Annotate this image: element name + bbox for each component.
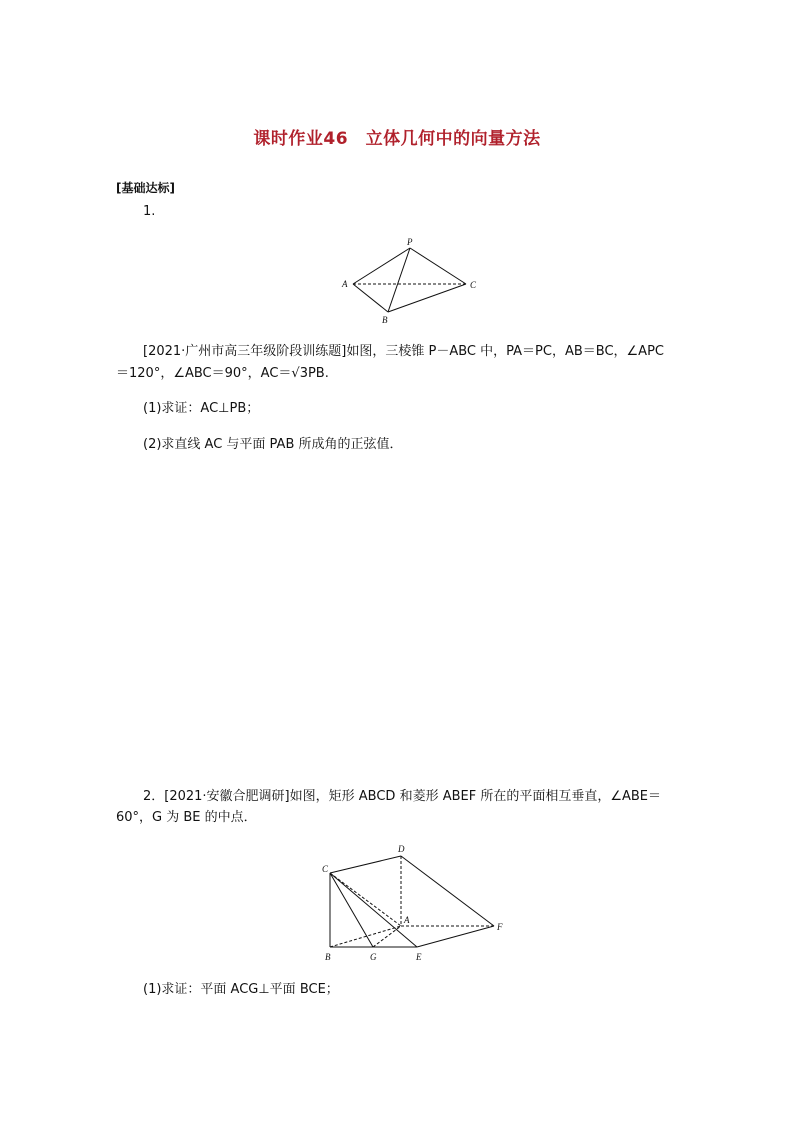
fig2-label-D: D xyxy=(398,844,405,854)
problem-2-question-1: (1)求证：平面 ACG⊥平面 BCE； xyxy=(143,982,339,997)
problem-1-question-1: (1)求证：AC⊥PB； xyxy=(143,401,260,416)
fig1-label-A: A xyxy=(342,279,348,289)
fig2-label-C: C xyxy=(322,864,329,874)
fig2-label-A: A xyxy=(404,915,410,925)
fig1-label-P: P xyxy=(407,237,413,247)
fig2-label-E: E xyxy=(416,952,422,962)
fig2-label-G: G xyxy=(370,952,377,962)
problem-1-number: 1. xyxy=(143,204,156,219)
problem-2-stem-line-2: 60°，G 为 BE 的中点． xyxy=(116,810,257,825)
fig1-label-B: B xyxy=(382,315,388,325)
problem-1-stem-line-1: [2021·广州市高三年级阶段训练题]如图，三棱锥 P－ABC 中，PA＝PC，AB＝BC，∠APC xyxy=(143,344,664,359)
problem-1-stem-line-2: ＝120°，∠ABC＝90°，AC＝√3PB. xyxy=(116,366,329,381)
page-title: 课时作业46 立体几何中的向量方法 xyxy=(253,129,541,149)
figure-1-pyramid xyxy=(338,236,488,328)
figure-2-solid xyxy=(316,840,516,966)
fig1-label-C: C xyxy=(470,280,477,290)
problem-1-question-2: (2)求直线 AC 与平面 PAB 所成角的正弦值． xyxy=(143,437,403,452)
fig2-label-F: F xyxy=(497,922,503,932)
section-heading: [基础达标] xyxy=(116,181,175,195)
problem-2-stem-line-1: 2．[2021·安徽合肥调研]如图，矩形 ABCD 和菱形 ABEF 所在的平面相互垂直，∠ABE＝ xyxy=(143,789,662,804)
fig2-label-B: B xyxy=(325,952,331,962)
